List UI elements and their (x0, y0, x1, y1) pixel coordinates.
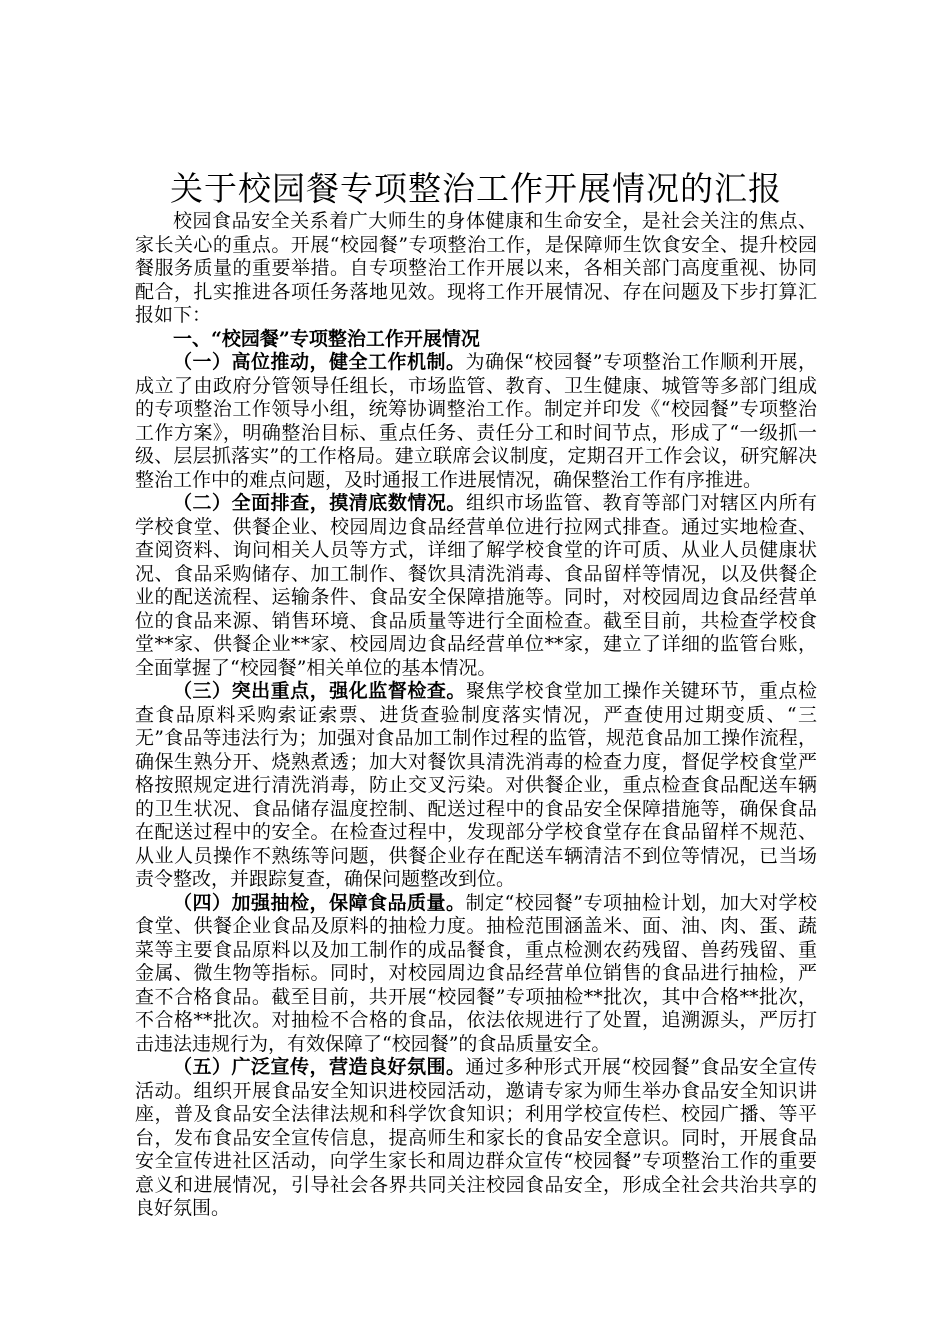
section-item-4 (135, 892, 817, 1057)
section-item-1 (135, 351, 817, 492)
item-text: 为确保“校园餐”专项整治工作顺利开展，成立了由政府分管领导任组长，市场监管、教育、卫生健康、城管等多部门组成的专项整治工作领导小组，统筹协调整治工作。制定并印发《“校园餐”专项整治工作方案》，明确整治目标、重点任务、责任分工和时间节点，形成了“一级抓一级、层层抓落实”的工作格局。建立联席会议制度，定期召开工作会议，研究解决整治工作中的难点问题，及时通报工作进展情况，确保整治工作有序推进。 (135, 351, 817, 491)
item-lead: （二）全面排查，摸清底数情况。 (173, 492, 466, 514)
item-lead: （五）广泛宣传，营造良好氛围。 (173, 1056, 466, 1078)
item-text: 通过多种形式开展“校园餐”食品安全宣传活动。组织开展食品安全知识进校园活动，邀请专家为师生举办食品安全知识讲座，普及食品安全法律法规和科学饮食知识；利用学校宣传栏、校园广播、等平台，发布食品安全宣传信息，提高师生和家长的食品安全意识。同时，开展食品安全宣传进社区活动，向学生家长和周边群众宣传“校园餐”专项整治工作的重要意义和进展情况，引导社会各界共同关注校园食品安全，形成全社会共治共享的良好氛围。 (135, 1056, 817, 1219)
item-text: 组织市场监管、教育等部门对辖区内所有学校食堂、供餐企业、校园周边食品经营单位进行拉网式排查。通过实地检查、查阅资料、询问相关人员等方式，详细了解学校食堂的许可质、从业人员健康状况、食品采购储存、加工制作、餐饮具清洗消毒、食品留样等情况，以及供餐企业的配送流程、运输条件、食品安全保障措施等。同时，对校园周边食品经营单位的食品来源、销售环境、食品质量等进行全面检查。截至目前，共检查学校食堂**家、供餐企业**家、校园周边食品经营单位**家，建立了详细的监管台账，全面掌握了“校园餐”相关单位的基本情况。 (135, 492, 817, 679)
section-item-3 (135, 680, 817, 892)
intro-paragraph: 校园食品安全关系着广大师生的身体健康和生命安全，是社会关注的焦点、家长关心的重点。开展“校园餐”专项整治工作，是保障师生饮食安全、提升校园餐服务质量的重要举措。自专项整治工作开展以来，各相关部门高度重视、协同配合，扎实推进各项任务落地见效。现将工作开展情况、存在问题及下步打算汇报如下： (135, 210, 817, 326)
document-body (135, 168, 817, 1221)
item-text: 制定“校园餐”专项抽检计划，加大对学校食堂、供餐企业食品及原料的抽检力度。抽检范围涵盖米、面、油、肉、蛋、蔬菜等主要食品原料以及加工制作的成品餐食，重点检测农药残留、兽药残留、重金属、微生物等指标。同时，对校园周边食品经营单位销售的食品进行抽检，严查不合格食品。截至目前，共开展“校园餐”专项抽检**批次，其中合格**批次，不合格**批次。对抽检不合格的食品，依法依规进行了处置，追溯源头，严厉打击违法违规行为，有效保障了“校园餐”的食品质量安全。 (135, 891, 817, 1055)
section-heading: 一、“校园餐”专项整治工作开展情况 (173, 327, 480, 350)
document-title: 关于校园餐专项整治工作开展情况的汇报 (170, 169, 782, 208)
item-text: 聚焦学校食堂加工操作关键环节，重点检查食品原料采购索证索票、进货查验制度落实情况，严查使用过期变质、“三无”食品等违法行为；加强对食品加工制作过程的监管，规范食品加工操作流程，确保生熟分开、烧熟煮透；加大对餐饮具清洗消毒的检查力度，督促学校食堂严格按照规定进行清洗消毒，防止交叉污染。对供餐企业，重点检查食品配送车辆的卫生状况、食品储存温度控制、配送过程中的食品安全保障措施等，确保食品在配送过程中的安全。在检查过程中，发现部分学校食堂存在食品留样不规范、从业人员操作不熟练等问题，供餐企业存在配送车辆清洁不到位等情况，已当场责令整改，并跟踪复查，确保问题整改到位。 (135, 680, 817, 890)
item-lead: （四）加强抽检，保障食品质量。 (173, 891, 466, 914)
item-lead: （一）高位推动，健全工作机制。 (173, 351, 466, 373)
section-item-2 (135, 492, 817, 680)
item-lead: （三）突出重点，强化监督检查。 (173, 680, 466, 702)
section-item-5 (135, 1056, 817, 1221)
